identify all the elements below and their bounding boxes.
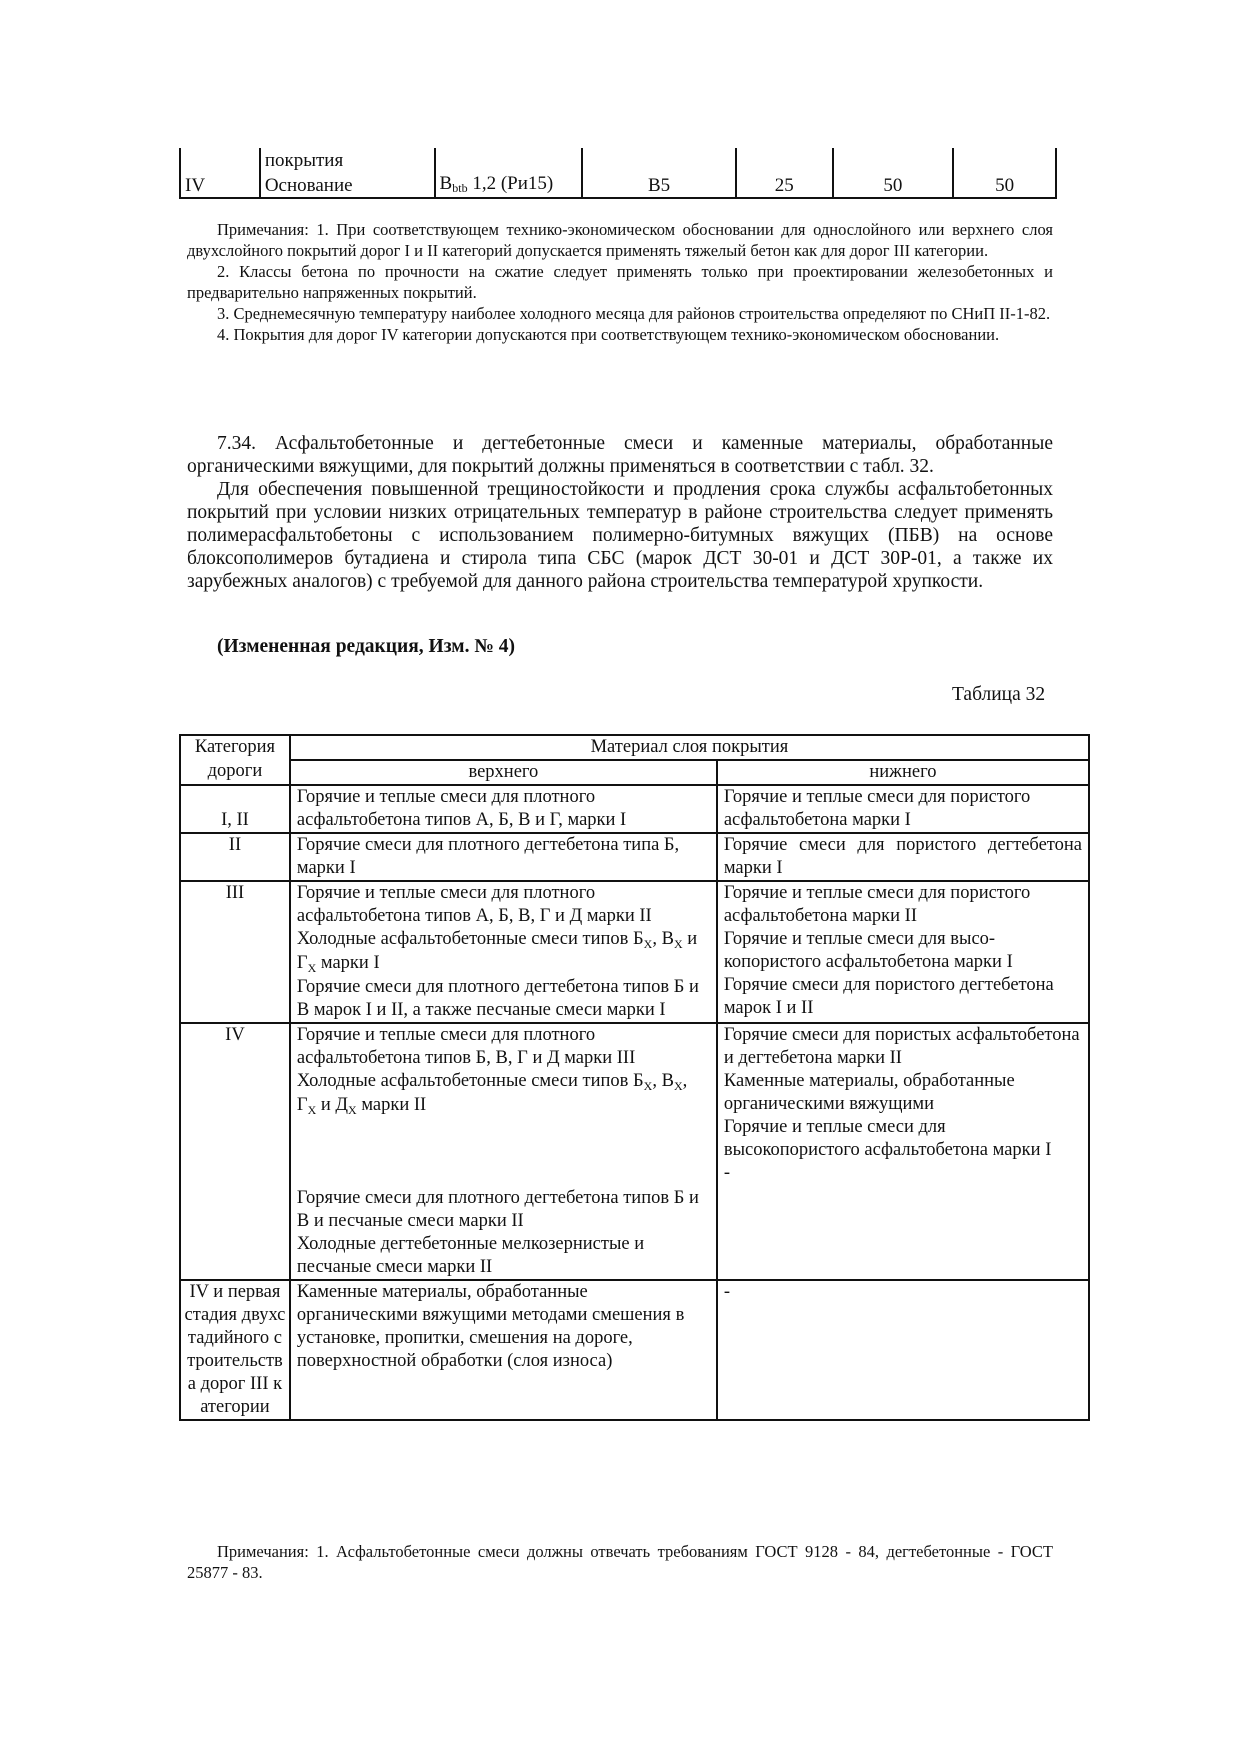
- row-category: II: [180, 833, 290, 881]
- header-upper: верхнего: [290, 760, 717, 785]
- row-upper: [290, 1023, 717, 1280]
- notes-block-2: [187, 1541, 1053, 1583]
- revision-note: (Измененная редакция, Изм. № 4): [217, 636, 516, 657]
- row-category: I, II: [180, 785, 290, 833]
- cell-layer: Основание: [260, 172, 435, 198]
- header-lower: нижнего: [717, 760, 1089, 785]
- cell-strength: Вbtb 1,2 (Ри15): [435, 172, 583, 198]
- row-category: IV: [180, 1023, 290, 1280]
- row-upper: Горячие смеси для плотного дегтебетона типа Б, марки I: [290, 833, 717, 881]
- table-row: [180, 881, 1089, 1023]
- lower-item: Горячие смеси для пористого дегтебетона марок I и II: [723, 975, 1054, 1018]
- body-text: [187, 432, 1053, 593]
- row-lower: [717, 881, 1089, 1023]
- note-3: 3. Среднемесячную температуру наиболее холодного месяца для районов строительства определяют по СНиП II-1-82.: [217, 304, 1051, 323]
- cell-text: покрытия: [260, 148, 435, 172]
- header-category-2: дороги: [180, 760, 290, 785]
- row-category: IV и первая стадия двухстадийного строительства дорог III категории: [180, 1280, 290, 1420]
- table-row: [180, 1280, 1089, 1420]
- row-lower: -: [717, 1280, 1089, 1420]
- previous-table-fragment: [179, 148, 1057, 199]
- lower-item: Каменные материалы, обработанные органическими вяжущими: [723, 1071, 1015, 1114]
- note-2: 2. Классы бетона по прочности на сжатие следует применять только при проектировании железобетонных и предварительно напряженных покрытий.: [187, 262, 1053, 302]
- upper-item: Холодные дегтебетонные мелкозернистые и песчаные смеси марки II: [296, 1234, 645, 1277]
- table-row: [180, 833, 1089, 881]
- table-title: Таблица 32: [952, 684, 1046, 705]
- row-upper: Горячие и теплые смеси для плотного асфальтобетона типов А, Б, В и Г, марки I: [290, 785, 717, 833]
- upper-item: Холодные асфальтобетонные смеси типов $Б_Х$, $В_Х$, $Г_Х$ и $Д_Х$ марки II: [296, 1071, 688, 1117]
- cell-value: 50: [833, 172, 954, 198]
- table-row: [180, 785, 1089, 833]
- upper-item: Холодные асфальтобетонные смеси типов $Б_Х$, $В_Х$ и $Г_Х$ марки I: [296, 929, 698, 975]
- paragraph-7-34: 7.34. Асфальтобетонные и дегтебетонные смеси и каменные материалы, обработанные органическими вяжущими, для покрытий должны применяться в соответствии с табл. 32.: [187, 433, 1053, 477]
- note-4: 4. Покрытия для дорог IV категории допускаются при соответствующем технико-экономическом обосновании.: [217, 325, 1000, 344]
- lower-item: -: [723, 1163, 731, 1183]
- cell-category: IV: [180, 172, 260, 198]
- upper-item: Горячие и теплые смеси для плотного асфальтобетона типов Б, В, Г и Д марки III: [296, 1025, 636, 1068]
- table-32: [179, 734, 1090, 1421]
- table-row: [180, 1023, 1089, 1280]
- cell-value: 25: [736, 172, 833, 198]
- cell-value: 50: [953, 172, 1056, 198]
- upper-item: Горячие и теплые смеси для плотного асфальтобетона типов А, Б, В, Г и Д марки II: [296, 883, 652, 926]
- row-lower: [717, 1023, 1089, 1280]
- header-category: Категория: [180, 735, 290, 760]
- row-category: III: [180, 881, 290, 1023]
- row-lower: Горячие и теплые смеси для пористого асфальтобетона марки I: [717, 785, 1089, 833]
- note-1: Примечания: 1. При соответствующем технико-экономическом обосновании для однослойного или верхнего слоя двухслойного покрытий дорог I и II категорий допускается применять тяжелый бетон как для дорог III категории.: [187, 220, 1053, 260]
- notes-block: [187, 219, 1053, 345]
- cell-class: В5: [582, 172, 736, 198]
- upper-item: Горячие смеси для плотного дегтебетона типов Б и В и песчаные смеси марки II: [296, 1188, 699, 1231]
- paragraph-pbv: Для обеспечения повышенной трещиностойкости и продления срока службы асфальтобетонных покрытий при условии низких отрицательных температур в районе строительства следует применять полимерасфальтобетоны с использованием полимерно-битумных вяжущих (ПБВ) на основе блоксополимеров бутадиена и стирола типа СБС (марок ДСТ 30-01 и ДСТ 30Р-01, а также их зарубежных аналогов) с требуемой для данного района строительства температурой хрупкости.: [187, 479, 1053, 592]
- lower-item: Горячие и теплые смеси для пористого асфальтобетона марки II: [723, 883, 1031, 926]
- header-material: Материал слоя покрытия: [290, 735, 1089, 760]
- row-upper: [290, 881, 717, 1023]
- lower-item: Горячие и теплые смеси для высокопористого асфальтобетона марки I: [723, 1117, 1052, 1160]
- lower-item: Горячие смеси для пористых асфальтобетона и дегтебетона марки II: [723, 1025, 1080, 1068]
- row-upper: Каменные материалы, обработанные органическими вяжущими методами смешения в установке, пропитки, смешения на дороге, поверхностной обработки (слоя износа): [290, 1280, 717, 1420]
- lower-item: Горячие и теплые смеси для высо-копористого асфальтобетона марки I: [723, 929, 1013, 972]
- row-lower: Горячие смеси для пористого дегтебетона марки I: [717, 833, 1089, 881]
- upper-item: Горячие смеси для плотного дегтебетона типов Б и В марок I и II, а также песчаные смеси марки I: [296, 977, 699, 1020]
- note-table-32: Примечания: 1. Асфальтобетонные смеси должны отвечать требованиям ГОСТ 9128 - 84, дегтебетонные - ГОСТ 25877 - 83.: [187, 1542, 1053, 1582]
